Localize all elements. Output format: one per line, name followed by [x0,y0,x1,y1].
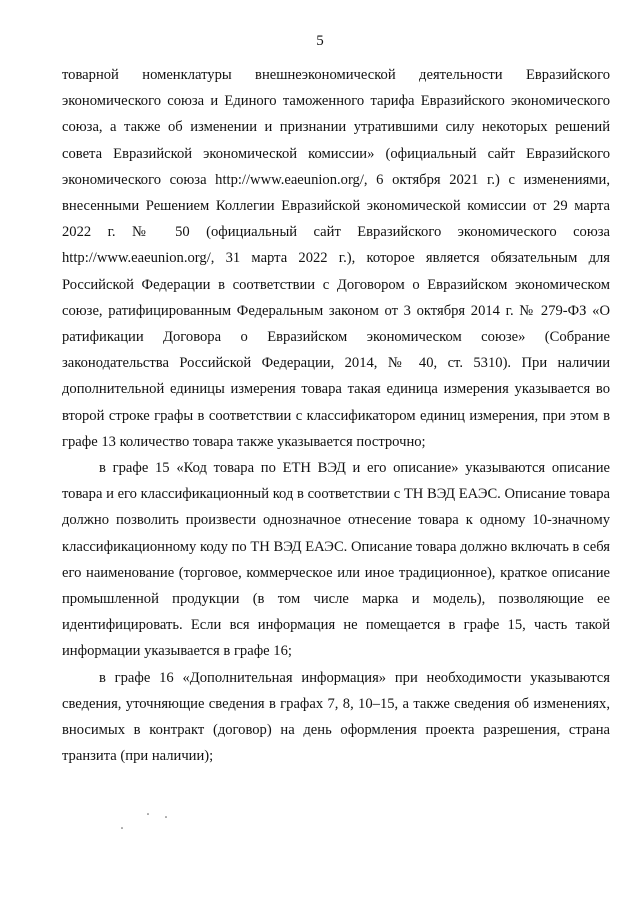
paragraph-continuation: товарной номенклатуры внешнеэкономической деятельности Евразийского экономического союза и Единого таможенного тарифа Евразийского экономического союза, а также об изменении и признании утратившими силу некоторых решений совета Евразийской экономической комиссии» (официальный сайт Евразийского экономического союза http://www.eaeunion.org/, 6 октября 2021 г.) с изменениями, внесенными Решением Коллегии Евразийской экономической комиссии от 29 марта 2022 г. № 50 (официальный сайт Евразийского экономического союза http://www.eaeunion.org/, 31 марта 2022 г.), которое является обязательным для Российской Федерации в соответствии с Договором о Евразийском экономическом союзе, ратифицированным Федеральным законом от 3 октября 2014 г. № 279-ФЗ «О ратификации Договора о Евразийском экономическом союзе» (Собрание законодательства Российской Федерации, 2014, № 40, ст. 5310). При наличии дополнительной единицы измерения товара такая единица измерения указывается во второй строке графы в соответствии с классификатором единиц измерения, при этом в графе 13 количество товара также указывается построчно; [62,67,610,450]
scan-specks [118,812,178,832]
paragraph-field-15: в графе 15 «Код товара по ЕТН ВЭД и его описание» указываются описание товара и его классификационный код в соответствии с ТН ВЭД ЕАЭС. Описание товара должно позволить произвести однозначное отнесение товара к одному 10-значному классификационному коду по ТН ВЭД ЕАЭС. Описание товара должно включать в себя его наименование (торговое, коммерческое или иное традиционное), краткое описание промышленной продукции (в том числе марка и модель), позволяющие ее идентифицировать. Если вся информация не помещается в графе 15, часть такой информации указывается в графе 16; [62,460,610,660]
document-body [62,62,610,769]
page-number: 5 [316,33,324,49]
paragraph-field-16: в графе 16 «Дополнительная информация» при необходимости указываются сведения, уточняющие сведения в графах 7, 8, 10–15, а также сведения об изменениях, вносимых в контракт (договор) на день оформления проекта разрешения, страна транзита (при наличии); [62,669,610,765]
